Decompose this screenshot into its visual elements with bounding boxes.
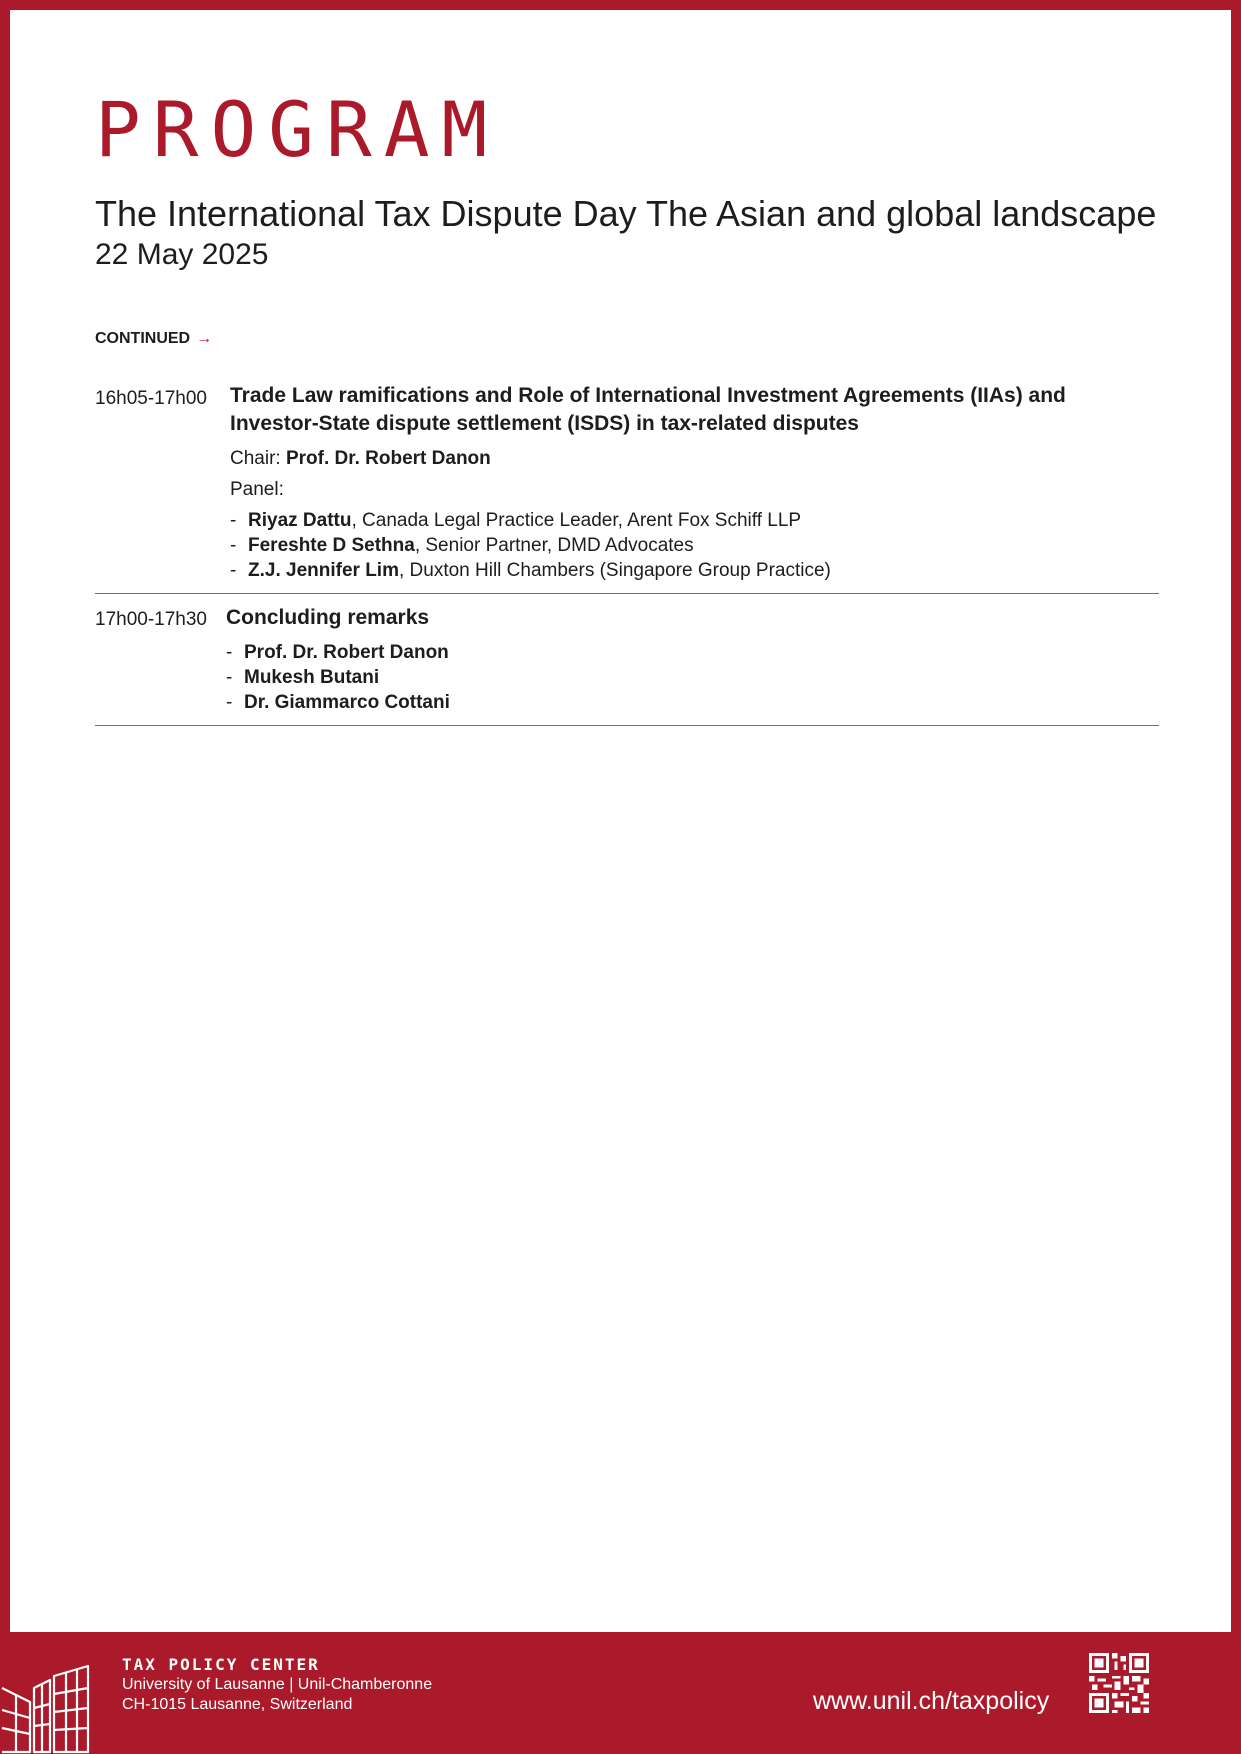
list-item: - Z.J. Jennifer Lim, Duxton Hill Chambers (Singapore Group Practice) [230,560,831,581]
person-role: , Senior Partner, DMD Advocates [414,535,694,556]
org-block [122,1655,432,1715]
panel-list [230,508,1159,583]
session-time: 17h00-17h30 [95,609,207,630]
unil-building-logo [0,1658,95,1754]
speaker-list [226,640,1159,715]
address-line-1: University of Lausanne | Unil-Chamberonne [122,1676,433,1693]
session-content [230,382,1159,583]
list-item: - Fereshte D Sethna, Senior Partner, DMD Advocates [230,535,694,556]
list-item: - Prof. Dr. Robert Danon [226,642,449,663]
panel-label: Panel: [230,479,284,500]
person-role: , Duxton Hill Chambers (Singapore Group Practice) [398,560,831,581]
website-link[interactable]: www.unil.ch/taxpolicy [813,1687,1050,1715]
arrow-right-icon: → [196,330,213,347]
session-chair [230,446,1159,471]
page-sheet [10,10,1231,1632]
session-time: 16h05-17h00 [95,388,207,409]
event-title: The International Tax Dispute Day The Asian and global landscape [95,193,1157,234]
list-item: - Mukesh Butani [226,667,380,688]
session-title: Trade Law ramifications and Role of International Investment Agreements (IIAs) and Investor-State dispute settlement (ISDS) in tax-related disputes [230,384,1066,435]
session-row [95,594,1159,726]
continued-text: CONTINUED [95,330,191,347]
program-schedule [95,382,1159,726]
chair-label: Chair: [230,448,281,469]
person-role: , Canada Legal Practice Leader, Arent Fox Schiff LLP [351,510,802,531]
page-title: PROGRAM [95,85,500,174]
list-item: - Riyaz Dattu, Canada Legal Practice Leader, Arent Fox Schiff LLP [230,510,802,531]
session-title: Concluding remarks [226,606,430,629]
event-date: 22 May 2025 [95,238,269,271]
continued-label [95,330,212,348]
qr-code-icon [1089,1653,1149,1713]
session-content [226,604,1159,715]
person-name: Z.J. Jennifer Lim [248,560,399,581]
chair-name: Prof. Dr. Robert Danon [285,448,491,469]
person-name: Riyaz Dattu [248,510,352,531]
person-name: Prof. Dr. Robert Danon [244,642,449,663]
person-name: Mukesh Butani [244,667,380,688]
address-line-2: CH-1015 Lausanne, Switzerland [122,1696,353,1713]
session-row [95,382,1159,594]
org-name: TAX POLICY CENTER [122,1655,320,1674]
person-name: Dr. Giammarco Cottani [244,692,450,713]
person-name: Fereshte D Sethna [248,535,415,556]
list-item: - Dr. Giammarco Cottani [226,692,450,713]
